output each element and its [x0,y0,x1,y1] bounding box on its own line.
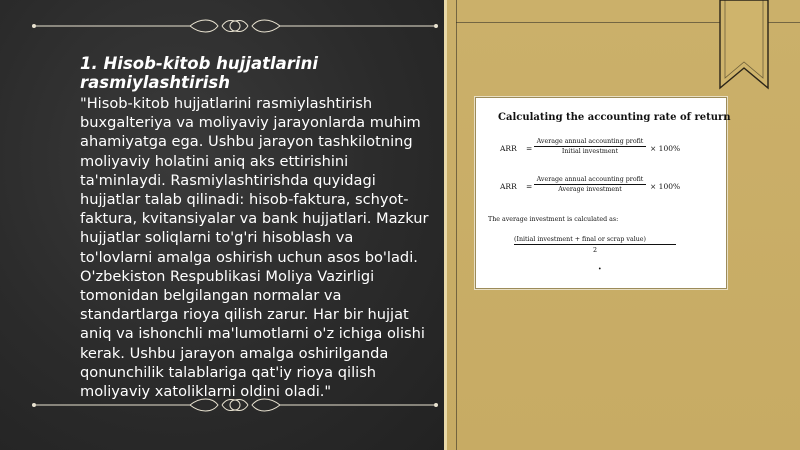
formula2-lhs: ARR [500,182,517,191]
formula1-lhs: ARR [500,144,517,153]
formula2-numerator: Average annual accounting profit [534,176,646,185]
formula2-equals: = [526,182,533,191]
formula2-fraction [534,176,646,193]
formula1-equals: = [526,144,533,153]
formula1-multiplier: × 100% [650,144,681,153]
bookmark-ribbon-icon [718,0,770,92]
slide-title: 1. Hisob-kitob hujjatlarini rasmiylashtirish [80,54,318,92]
frame-line-vertical [456,0,457,450]
image-title: Calculating the accounting rate of return [498,112,731,123]
formula2-multiplier: × 100% [650,182,681,191]
formula1-numerator: Average annual accounting profit [534,138,646,147]
formula1-fraction [534,138,646,155]
ornament-divider-top [30,16,440,36]
image-mark: • [598,266,602,273]
average-investment-note: The average investment is calculated as: [488,216,619,223]
panel-divider [444,0,447,450]
formula-image [475,97,731,289]
formula1-denominator: Initial investment [561,148,619,155]
formula3-denominator: 2 [592,247,597,254]
formula3-numerator: (Initial investment + final or scrap value) [514,236,676,245]
slide-body-text: "Hisob-kitob hujjatlarini rasmiylashtirish buxgalteriya va moliyaviy jarayonlarda muhim ahamiyatga ega. Ushbu jarayon tashkilotning moliyaviy holatini aniq aks ettirishini ta'minlaydi. Rasmiylashtirishda quyidagi hujjatlar talab qilinadi: hisob-faktura, schyot-faktura, kvitansiyalar va bank hujjatlari. Mazkur hujjatlar soliqlarni to'g'ri hisoblash va to'lovlarni amalga oshirish uchun asos bo'ladi. O'zbekiston Respublikasi Moliya Vazirligi tomonidan belgilangan normalar va standartlarga rioya qilish zarur. Har bir hujjat aniq va ishonchli ma'lumotlarni o'z ichiga olishi kerak. Ushbu jarayon amalga oshirilganda qonunchilik talablariga qat'iy rioya qilish moliyaviy xatoliklarni oldini oladi." [80,95,429,401]
formula3-fraction [514,236,676,254]
formula2-denominator: Average investment [558,186,622,193]
